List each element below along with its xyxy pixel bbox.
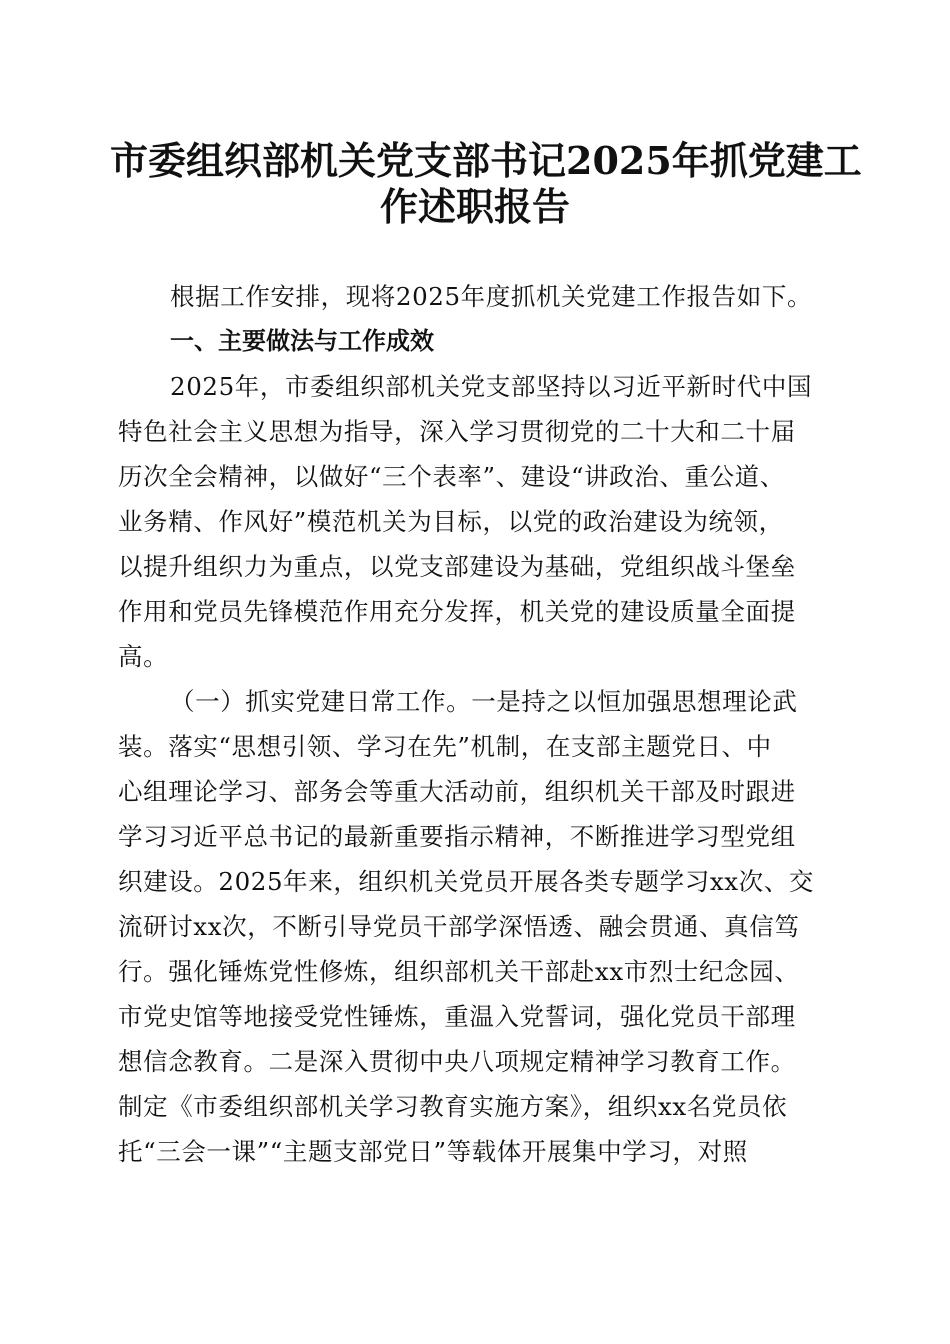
- paragraph-2-line: 学习习近平总书记的最新重要指示精神，不断推进学习型党组: [118, 822, 796, 851]
- paragraph-2-line: 制定《市委组织部机关学习教育实施方案》，组织xx名党员依: [118, 1092, 788, 1121]
- paragraph-1-line: 高。: [118, 642, 169, 671]
- paragraph-2-line: 装。落实“思想引领、学习在先”机制，在支部主题党日、中: [118, 732, 772, 761]
- document-title-line-2: 作述职报告: [379, 184, 570, 229]
- paragraph-1-line: 2025年，市委组织部机关党支部坚持以习近平新时代中国: [170, 372, 813, 401]
- document-title-line-1: 市委组织部机关党支部书记2025年抓党建工: [110, 138, 862, 183]
- paragraph-2-line: 市党史馆等地接受党性锤炼，重温入党誓词，强化党员干部理: [118, 1002, 796, 1031]
- paragraph-2-line: （一）抓实党建日常工作。一是持之以恒加强思想理论武: [170, 687, 798, 716]
- paragraph-1-line: 作用和党员先锋模范作用充分发挥，机关党的建设质量全面提: [118, 597, 796, 626]
- section-heading: 一、主要做法与工作成效: [170, 327, 434, 355]
- paragraph-2-line: 想信念教育。二是深入贯彻中央八项规定精神学习教育工作。: [118, 1047, 796, 1076]
- paragraph-1-line: 以提升组织力为重点，以党支部建设为基础，党组织战斗堡垒: [118, 552, 796, 581]
- paragraph-2-line: 流研讨xx次，不断引导党员干部学深悟透、融会贯通、真信笃: [118, 912, 800, 941]
- paragraph-2-line: 托“三会一课”“主题支部党日”等载体开展集中学习，对照: [118, 1137, 748, 1166]
- paragraph-2-line: 心组理论学习、部务会等重大活动前，组织机关干部及时跟进: [118, 777, 796, 806]
- paragraph-1-line: 业务精、作风好”模范机关为目标，以党的政治建设为统领，: [118, 507, 784, 536]
- paragraph-2-line: 行。强化锤炼党性修炼，组织部机关干部赴xx市烈士纪念园、: [118, 957, 800, 986]
- paragraph-2-line: 织建设。2025年来，组织机关党员开展各类专题学习xx次、交: [118, 867, 814, 896]
- paragraph-1-line: 特色社会主义思想为指导，深入学习贯彻党的二十大和二十届: [118, 417, 796, 446]
- paragraph-1-line: 历次全会精神，以做好“三个表率”、建设“讲政治、重公道、: [118, 462, 785, 491]
- intro-paragraph: 根据工作安排，现将2025年度抓机关党建工作报告如下。: [170, 282, 813, 311]
